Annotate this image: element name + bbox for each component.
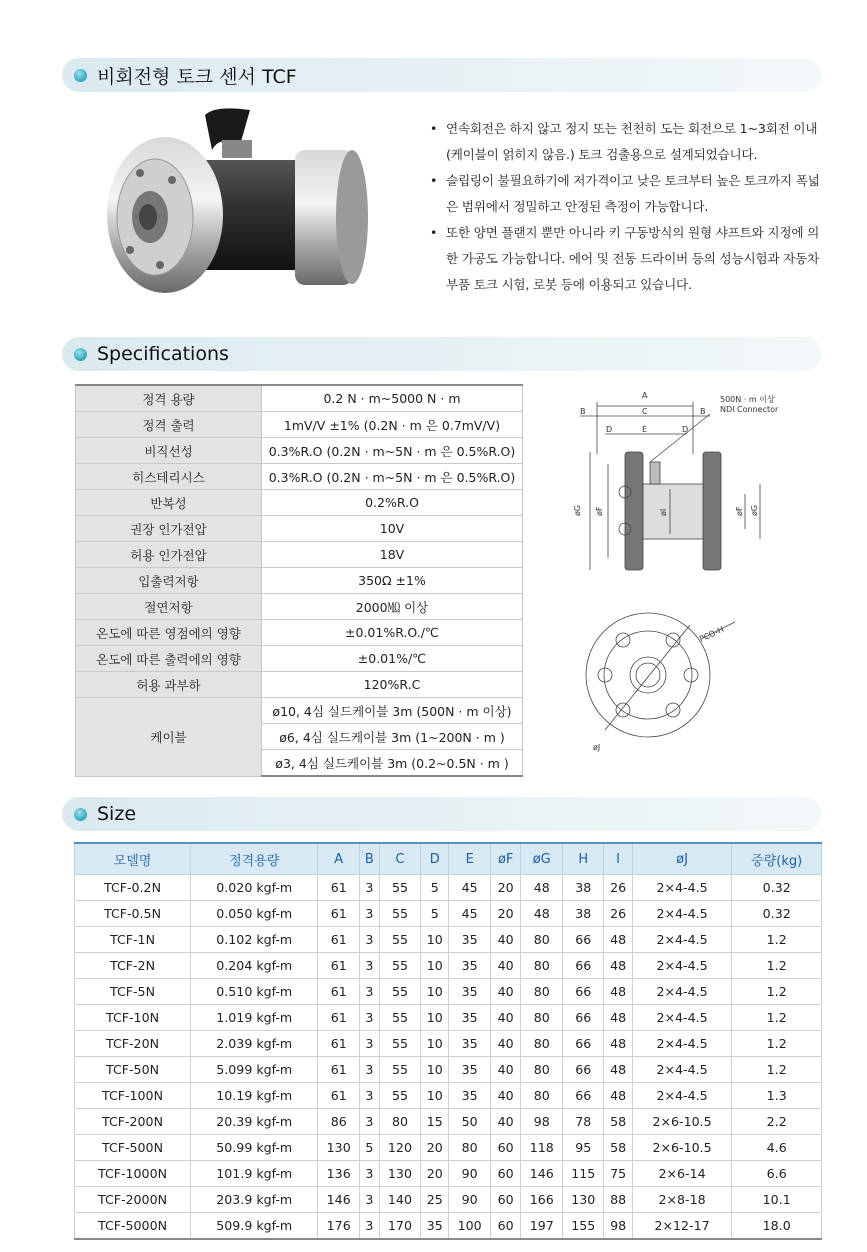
table-cell: 40 (490, 1083, 521, 1109)
table-row (75, 1187, 822, 1213)
table-cell: 61 (318, 875, 360, 901)
spec-key: 반복성 (76, 490, 262, 516)
spec-row (76, 412, 523, 438)
size-table (74, 842, 822, 1240)
table-row (75, 1109, 822, 1135)
table-cell: 3 (359, 1187, 379, 1213)
diagram-label-phif: øF (595, 506, 604, 516)
table-cell: 88 (604, 1187, 632, 1213)
table-cell: 130 (379, 1161, 421, 1187)
table-cell: 45 (449, 901, 491, 927)
table-cell: 80 (521, 979, 563, 1005)
table-cell: 60 (490, 1213, 521, 1240)
table-cell: 60 (490, 1187, 521, 1213)
spec-row (76, 594, 523, 620)
table-cell: TCF-0.5N (75, 901, 191, 927)
table-cell: 86 (318, 1109, 360, 1135)
table-cell: 55 (379, 901, 421, 927)
table-cell: 95 (562, 1135, 604, 1161)
table-cell: 130 (562, 1187, 604, 1213)
spec-key: 입출력저항 (76, 568, 262, 594)
spec-row (76, 568, 523, 594)
table-cell: 5 (421, 901, 449, 927)
table-cell: 48 (521, 875, 563, 901)
spec-row (76, 490, 523, 516)
table-cell: 0.32 (732, 901, 822, 927)
bullet-icon (74, 348, 87, 361)
spec-key: 케이블 (76, 698, 262, 777)
table-cell: 78 (562, 1109, 604, 1135)
column-header: H (562, 843, 604, 875)
table-cell: 35 (449, 1057, 491, 1083)
column-header: øJ (632, 843, 732, 875)
table-cell: 3 (359, 901, 379, 927)
table-cell: 1.2 (732, 1031, 822, 1057)
table-cell: TCF-200N (75, 1109, 191, 1135)
table-cell: 98 (604, 1213, 632, 1240)
front-view-diagram (575, 600, 745, 760)
table-cell: 61 (318, 979, 360, 1005)
table-cell: 2×4-4.5 (632, 927, 732, 953)
diagram-label-e: E (642, 425, 648, 434)
spec-value: 0.3%R.O (0.2N · m~5N · m 은 0.5%R.O) (262, 464, 523, 490)
table-cell: 61 (318, 1031, 360, 1057)
table-cell: TCF-20N (75, 1031, 191, 1057)
diagram-label-pco: PCO-H (698, 624, 726, 644)
table-cell: 48 (604, 979, 632, 1005)
table-cell: 101.9 kgf-m (191, 1161, 318, 1187)
table-cell: 3 (359, 927, 379, 953)
diagram-label-phii: øI (659, 508, 668, 516)
diagram-label-phig-right: øG (750, 504, 759, 516)
table-cell: 2×4-4.5 (632, 901, 732, 927)
table-cell: 18.0 (732, 1213, 822, 1240)
table-cell: 55 (379, 953, 421, 979)
table-cell: 1.2 (732, 1057, 822, 1083)
table-cell: 66 (562, 953, 604, 979)
table-row (75, 1083, 822, 1109)
table-row (75, 1135, 822, 1161)
column-header: D (421, 843, 449, 875)
spec-value: 2000㏁ 이상 (262, 594, 523, 620)
diagram-label-a: A (642, 391, 648, 400)
table-cell: 90 (449, 1161, 491, 1187)
spec-table (75, 384, 523, 777)
table-cell: 1.2 (732, 979, 822, 1005)
table-cell: TCF-2N (75, 953, 191, 979)
table-cell: 2×4-4.5 (632, 1005, 732, 1031)
table-cell: 2×6-14 (632, 1161, 732, 1187)
table-cell: 2×6-10.5 (632, 1135, 732, 1161)
table-cell: 3 (359, 1109, 379, 1135)
table-cell: 35 (449, 1083, 491, 1109)
table-cell: 48 (604, 1083, 632, 1109)
spec-value: 0.3%R.O (0.2N · m~5N · m 은 0.5%R.O) (262, 438, 523, 464)
table-cell: 3 (359, 1213, 379, 1240)
diagram-label-phif-right: øF (735, 506, 744, 516)
table-cell: 166 (521, 1187, 563, 1213)
table-cell: 10 (421, 927, 449, 953)
table-cell: 2×4-4.5 (632, 1057, 732, 1083)
table-cell: 10 (421, 1031, 449, 1057)
table-cell: 203.9 kgf-m (191, 1187, 318, 1213)
table-cell: 0.102 kgf-m (191, 927, 318, 953)
table-cell: 15 (421, 1109, 449, 1135)
table-cell: 197 (521, 1213, 563, 1240)
table-cell: 55 (379, 1005, 421, 1031)
table-cell: 1.019 kgf-m (191, 1005, 318, 1031)
table-cell: 0.050 kgf-m (191, 901, 318, 927)
spec-key: 온도에 따른 영점에의 영향 (76, 620, 262, 646)
table-cell: 10 (421, 953, 449, 979)
table-cell: 5 (421, 875, 449, 901)
table-cell: 10 (421, 1005, 449, 1031)
table-cell: 48 (604, 1057, 632, 1083)
table-cell: 48 (604, 1031, 632, 1057)
table-cell: 2×4-4.5 (632, 953, 732, 979)
spec-value: ø6, 4심 실드케이블 3m (1~200N · m ) (262, 724, 523, 750)
table-cell: 140 (379, 1187, 421, 1213)
table-cell: 40 (490, 1005, 521, 1031)
table-cell: 118 (521, 1135, 563, 1161)
spec-key: 절연저항 (76, 594, 262, 620)
table-cell: 55 (379, 875, 421, 901)
table-cell: 40 (490, 1031, 521, 1057)
table-cell: 66 (562, 1005, 604, 1031)
spec-key: 권장 인가전압 (76, 516, 262, 542)
table-cell: 38 (562, 875, 604, 901)
table-cell: 80 (521, 1005, 563, 1031)
column-header: B (359, 843, 379, 875)
table-cell: 58 (604, 1135, 632, 1161)
table-cell: 40 (490, 927, 521, 953)
description-item: • 슬립링이 불필요하기에 저가격이고 낮은 토크부터 높은 토크까지 폭넓은 범위에서 정밀하고 안정된 측정이 가능합니다. (428, 168, 828, 220)
table-cell: TCF-5000N (75, 1213, 191, 1240)
column-header: øG (521, 843, 563, 875)
spec-key: 정격 출력 (76, 412, 262, 438)
table-cell: 80 (449, 1135, 491, 1161)
table-cell: 146 (318, 1187, 360, 1213)
table-cell: 3 (359, 1083, 379, 1109)
spec-value: 1mV/V ±1% (0.2N · m 은 0.7mV/V) (262, 412, 523, 438)
table-cell: TCF-1N (75, 927, 191, 953)
spec-value: ±0.01%R.O./℃ (262, 620, 523, 646)
spec-row (76, 672, 523, 698)
table-cell: 10.1 (732, 1187, 822, 1213)
connector-label-1: 500N · m 이상 (720, 395, 775, 404)
table-cell: 10 (421, 1083, 449, 1109)
table-cell: 26 (604, 901, 632, 927)
table-cell: 2×8-18 (632, 1187, 732, 1213)
table-cell: 80 (521, 1031, 563, 1057)
spec-value: 0.2%R.O (262, 490, 523, 516)
spec-row (76, 516, 523, 542)
section-header-size (62, 797, 822, 831)
connector-label-2: NDI Connector (720, 405, 779, 414)
table-cell: 60 (490, 1135, 521, 1161)
table-cell: 35 (449, 1031, 491, 1057)
table-cell: 3 (359, 875, 379, 901)
table-cell: TCF-2000N (75, 1187, 191, 1213)
table-row (75, 979, 822, 1005)
spec-key: 허용 과부하 (76, 672, 262, 698)
table-cell: 45 (449, 875, 491, 901)
table-cell: 2×4-4.5 (632, 875, 732, 901)
description-item: • 연속회전은 하지 않고 정지 또는 천천히 도는 회전으로 1~3회전 이내 (케이블이 얽히지 않음.) 토크 검출용으로 설계되었습니다. (428, 116, 828, 168)
table-cell: TCF-1000N (75, 1161, 191, 1187)
bullet-icon (74, 808, 87, 821)
spec-value: ø3, 4심 실드케이블 3m (0.2~0.5N · m ) (262, 750, 523, 777)
spec-row-cable (76, 698, 523, 724)
table-cell: 48 (604, 1005, 632, 1031)
table-row (75, 875, 822, 901)
table-cell: 1.2 (732, 953, 822, 979)
table-row (75, 1213, 822, 1240)
table-cell: 2.039 kgf-m (191, 1031, 318, 1057)
table-cell: 55 (379, 927, 421, 953)
spec-key: 허용 인가전압 (76, 542, 262, 568)
table-cell: 0.32 (732, 875, 822, 901)
diagram-label-d: D (606, 425, 613, 434)
table-cell: 130 (318, 1135, 360, 1161)
table-cell: 170 (379, 1213, 421, 1240)
table-cell: 61 (318, 927, 360, 953)
table-cell: 1.2 (732, 1005, 822, 1031)
table-cell: 2×4-4.5 (632, 1031, 732, 1057)
spec-key: 히스테리시스 (76, 464, 262, 490)
column-header: øF (490, 843, 521, 875)
spec-row (76, 464, 523, 490)
table-cell: 2×12-17 (632, 1213, 732, 1240)
column-header: E (449, 843, 491, 875)
table-cell: 35 (449, 979, 491, 1005)
table-cell: 48 (604, 927, 632, 953)
column-header: 중량(kg) (732, 843, 822, 875)
side-view-diagram (550, 384, 820, 584)
table-cell: 2×6-10.5 (632, 1109, 732, 1135)
column-header: I (604, 843, 632, 875)
table-cell: 66 (562, 1031, 604, 1057)
table-cell: 61 (318, 1057, 360, 1083)
table-row (75, 927, 822, 953)
spec-value: ±0.01%/℃ (262, 646, 523, 672)
table-cell: 2×4-4.5 (632, 979, 732, 1005)
table-cell: 75 (604, 1161, 632, 1187)
table-cell: 2×4-4.5 (632, 1083, 732, 1109)
table-cell: 120 (379, 1135, 421, 1161)
table-cell: 61 (318, 953, 360, 979)
table-cell: 48 (521, 901, 563, 927)
diagram-label-phig: øG (573, 504, 582, 516)
spec-key: 정격 용량 (76, 385, 262, 412)
table-cell: 55 (379, 1031, 421, 1057)
spec-value: ø10, 4심 실드케이블 3m (500N · m 이상) (262, 698, 523, 724)
table-cell: 2.2 (732, 1109, 822, 1135)
table-cell: 146 (521, 1161, 563, 1187)
spec-row (76, 620, 523, 646)
table-cell: 176 (318, 1213, 360, 1240)
table-row (75, 1161, 822, 1187)
diagram-label-phij: øJ (593, 743, 601, 752)
table-cell: 48 (604, 953, 632, 979)
table-cell: 4.6 (732, 1135, 822, 1161)
table-cell: 38 (562, 901, 604, 927)
size-title: Size (97, 803, 137, 825)
table-cell: 58 (604, 1109, 632, 1135)
table-cell: 3 (359, 1161, 379, 1187)
column-header: C (379, 843, 421, 875)
description-list (428, 116, 828, 298)
table-cell: 10 (421, 1057, 449, 1083)
table-cell: 3 (359, 953, 379, 979)
table-cell: 20 (421, 1135, 449, 1161)
product-photo (100, 105, 380, 320)
table-cell: 509.9 kgf-m (191, 1213, 318, 1240)
table-cell: TCF-50N (75, 1057, 191, 1083)
column-header: 모델명 (75, 843, 191, 875)
spec-value: 18V (262, 542, 523, 568)
table-cell: 80 (521, 953, 563, 979)
table-cell: 40 (490, 1057, 521, 1083)
table-cell: 80 (379, 1109, 421, 1135)
table-cell: 40 (490, 953, 521, 979)
table-cell: 80 (521, 1057, 563, 1083)
section-header-specifications (62, 337, 822, 371)
table-row (75, 953, 822, 979)
spec-value: 120%R.C (262, 672, 523, 698)
table-cell: 3 (359, 979, 379, 1005)
table-cell: 50 (449, 1109, 491, 1135)
table-cell: 66 (562, 1057, 604, 1083)
spec-key: 비직선성 (76, 438, 262, 464)
table-cell: 20 (421, 1161, 449, 1187)
table-cell: 66 (562, 927, 604, 953)
table-cell: 35 (421, 1213, 449, 1240)
column-header: A (318, 843, 360, 875)
spec-value: 0.2 N · m~5000 N · m (262, 385, 523, 412)
table-cell: 3 (359, 1031, 379, 1057)
table-cell: 61 (318, 1005, 360, 1031)
table-cell: 5.099 kgf-m (191, 1057, 318, 1083)
table-cell: TCF-500N (75, 1135, 191, 1161)
spec-row (76, 438, 523, 464)
table-cell: 26 (604, 875, 632, 901)
spec-row (76, 542, 523, 568)
diagram-label-d2: D (682, 425, 689, 434)
table-cell: 10 (421, 979, 449, 1005)
spec-title: Specifications (97, 343, 229, 365)
spec-row (76, 385, 523, 412)
table-cell: 1.2 (732, 927, 822, 953)
spec-key: 온도에 따른 출력에의 영향 (76, 646, 262, 672)
table-row (75, 1031, 822, 1057)
bullet-icon (74, 69, 87, 82)
table-cell: TCF-10N (75, 1005, 191, 1031)
table-cell: 35 (449, 927, 491, 953)
table-cell: 66 (562, 1083, 604, 1109)
table-row (75, 901, 822, 927)
table-cell: 6.6 (732, 1161, 822, 1187)
table-cell: 20 (490, 901, 521, 927)
table-cell: 40 (490, 1109, 521, 1135)
table-cell: 40 (490, 979, 521, 1005)
product-title: 비회전형 토크 센서 TCF (97, 65, 297, 88)
table-cell: 0.020 kgf-m (191, 875, 318, 901)
table-cell: 25 (421, 1187, 449, 1213)
table-cell: TCF-5N (75, 979, 191, 1005)
table-cell: 3 (359, 1057, 379, 1083)
table-cell: 155 (562, 1213, 604, 1240)
table-cell: 61 (318, 901, 360, 927)
table-cell: 50.99 kgf-m (191, 1135, 318, 1161)
table-cell: TCF-100N (75, 1083, 191, 1109)
table-cell: 100 (449, 1213, 491, 1240)
table-row (75, 1057, 822, 1083)
table-cell: 55 (379, 1057, 421, 1083)
table-cell: 3 (359, 1005, 379, 1031)
table-cell: 115 (562, 1161, 604, 1187)
table-cell: 60 (490, 1161, 521, 1187)
table-cell: 20 (490, 875, 521, 901)
table-cell: 5 (359, 1135, 379, 1161)
table-cell: TCF-0.2N (75, 875, 191, 901)
diagram-label-b2: B (700, 407, 706, 416)
table-cell: 55 (379, 979, 421, 1005)
table-cell: 61 (318, 1083, 360, 1109)
table-cell: 35 (449, 1005, 491, 1031)
table-cell: 136 (318, 1161, 360, 1187)
spec-value: 10V (262, 516, 523, 542)
table-cell: 35 (449, 953, 491, 979)
table-cell: 80 (521, 927, 563, 953)
table-cell: 55 (379, 1083, 421, 1109)
spec-value: 350Ω ±1% (262, 568, 523, 594)
table-cell: 98 (521, 1109, 563, 1135)
diagram-label-b: B (580, 407, 586, 416)
table-cell: 0.204 kgf-m (191, 953, 318, 979)
table-cell: 80 (521, 1083, 563, 1109)
table-cell: 66 (562, 979, 604, 1005)
table-cell: 90 (449, 1187, 491, 1213)
table-cell: 0.510 kgf-m (191, 979, 318, 1005)
section-header-product (62, 58, 822, 92)
table-cell: 1.3 (732, 1083, 822, 1109)
column-header: 정격용량 (191, 843, 318, 875)
table-row (75, 1005, 822, 1031)
table-cell: 10.19 kgf-m (191, 1083, 318, 1109)
spec-row (76, 646, 523, 672)
description-item: • 또한 양면 플랜지 뿐만 아니라 키 구동방식의 원형 샤프트와 지정에 의한 가공도 가능합니다. 에어 및 전동 드라이버 등의 성능시험과 자동차 부품 토크 시험, 로봇 등에 이용되고 있습니다. (428, 220, 828, 298)
diagram-label-c: C (642, 407, 648, 416)
table-cell: 20.39 kgf-m (191, 1109, 318, 1135)
